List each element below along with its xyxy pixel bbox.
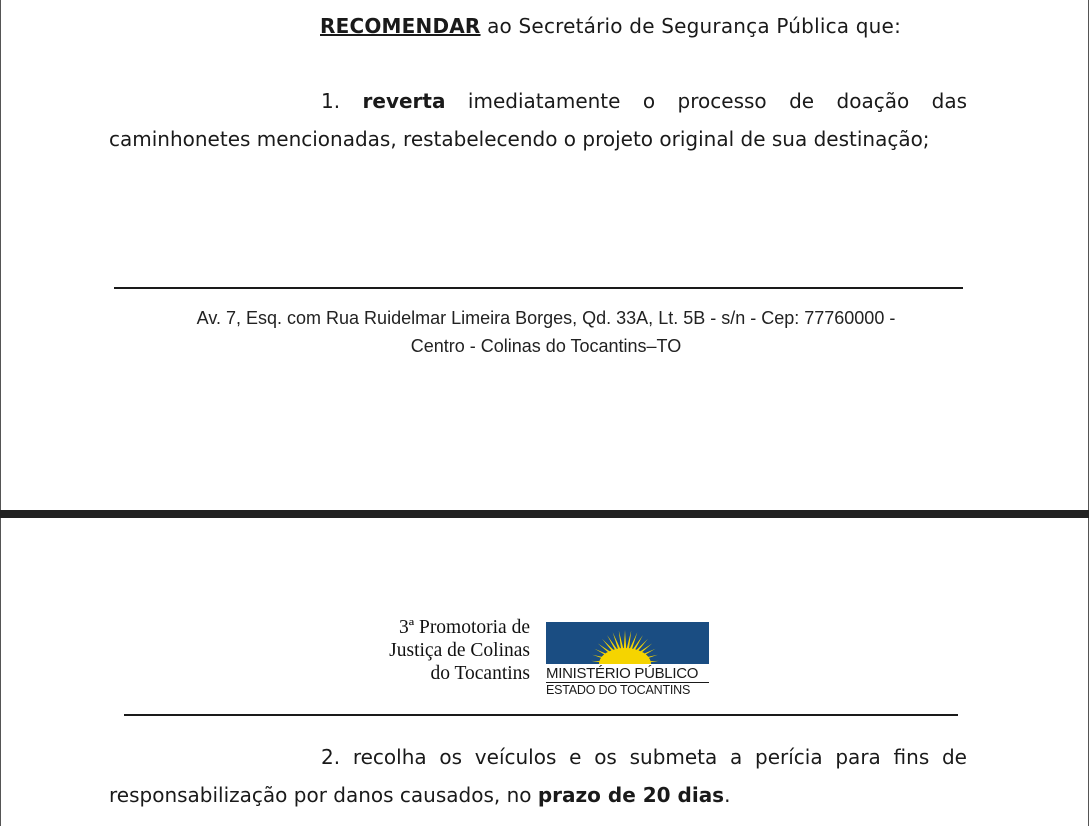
header-divider [124, 714, 958, 716]
org-line-1: 3ª Promotoria de [398, 617, 530, 638]
org-line-3: do Tocantins [430, 663, 530, 684]
address-line-2: Centro - Colinas do Tocantins–TO [410, 336, 682, 356]
sun-emblem-icon [546, 622, 709, 664]
org-line-2: Justiça de Colinas [389, 640, 530, 661]
promotoria-name [341, 616, 530, 685]
footer-address [101, 304, 991, 360]
recommendation-heading [320, 14, 901, 38]
item-number: 2. [321, 745, 353, 769]
logo-title: MINISTÉRIO PÚBLICO [546, 665, 699, 682]
document-page-bottom [0, 518, 1089, 826]
recommendation-item-1 [109, 82, 967, 158]
item-end: . [724, 783, 731, 807]
item-number: 1. [321, 89, 363, 113]
address-line-1: Av. 7, Esq. com Rua Ruidelmar Limeira Borges, Qd. 33A, Lt. 5B - s/n - Cep: 77760000 - [196, 308, 896, 328]
item-text: imediatamente o processo de doação das caminhonetes mencionadas, restabelecendo o projeto original de sua destinação; [109, 89, 967, 151]
footer-divider [114, 287, 963, 289]
heading-text: ao Secretário de Segurança Pública que: [480, 14, 902, 38]
logo-subtitle: ESTADO DO TOCANTINS [546, 683, 691, 697]
heading-emphasis: RECOMENDAR [320, 14, 481, 38]
item-text: recolha os veículos e os submeta a perícia para fins de responsabilização por danos causados, no [109, 745, 967, 807]
page-separator [0, 510, 1089, 518]
ministerio-publico-logo [546, 622, 709, 664]
recommendation-item-2 [109, 738, 967, 814]
item-emphasis: prazo de 20 dias [537, 783, 725, 807]
item-emphasis: reverta [362, 89, 446, 113]
